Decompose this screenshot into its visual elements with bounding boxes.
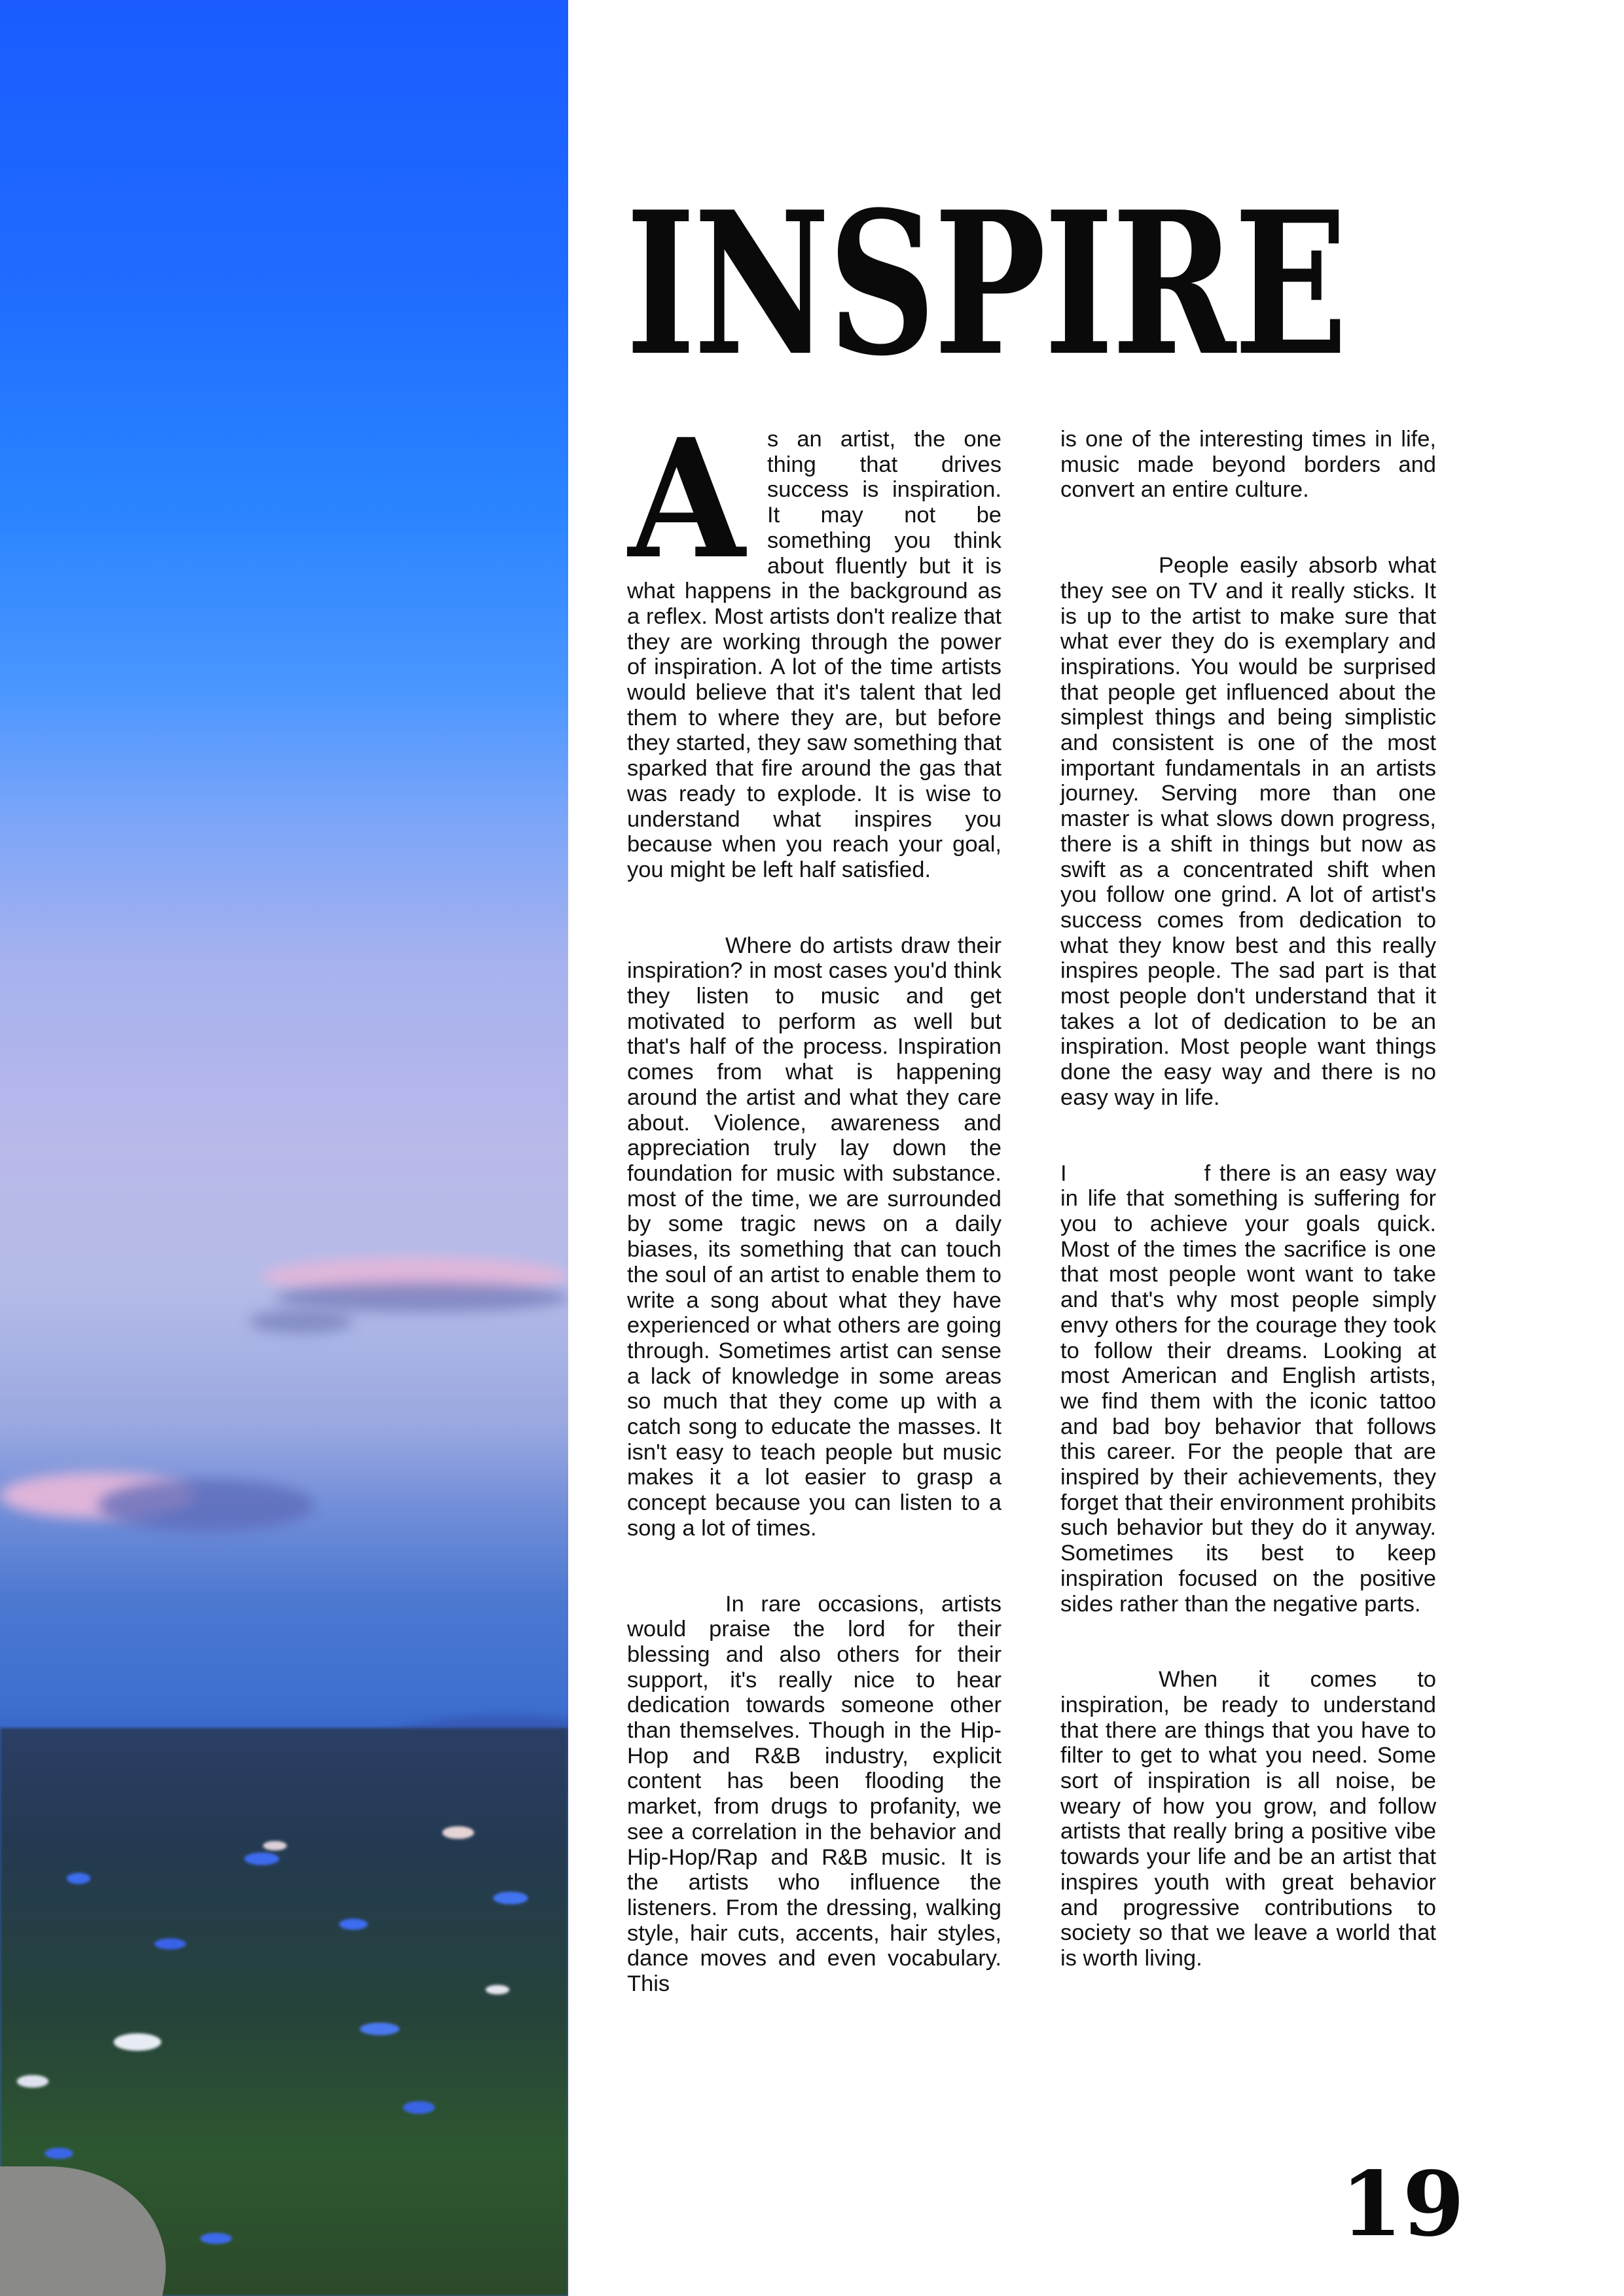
paragraph-text: is one of the interesting times in life, music made beyond borders and convert an entire culture.	[1060, 427, 1436, 503]
article-column-left	[627, 403, 1001, 2047]
article-paragraph	[1060, 427, 1436, 503]
paragraph-text: In rare occasions, artists would praise the lord for their blessing and also others for their support, it's really nice to hear dedication towards someone other than themselves. Though in the Hip-Hop and R&B industry, explicit content has been flooding the market, from drugs to profanity, we see a correlation in the behavior and Hip-Hop/Rap and R&B music. It is the artists who influence the listeners. From the dressing, walking style, hair cuts, accents, hair styles, dance moves and even vocabulary. This	[627, 1591, 1001, 1997]
page-title: INSPIRE	[626, 168, 1346, 399]
paragraph-text: People easily absorb what they see on TV and it really sticks. It is up to the artist to make sure that what ever they do is exemplary and inspirations. You would be surprised that people get influenced about the simplest things and being simplistic and consistent is one of the most important fundamentals in an artists journey. Serving more than one master is what slows down progress, there is a shift in things but now as swift as a concentrated shift when you follow one grind. A lot of artist's success comes from dedication to what they know best and this really inspires people. The sad part is that most people don't understand that it takes a lot of dedication to be an inspiration. Most people want things done the easy way and there is no easy way in life.	[1060, 553, 1436, 1110]
paragraph-text: s an artist, the one thing that drives success is inspiration. It may not be something you think about fluently but it is what happens in the background as a reflex. Most artists don't realize that they are working through the power of inspiration. A lot of the time artists would believe that it's talent that led them to where they are, but before they started, they saw something that sparked that fire around the gas that was ready to explode. It is wise to understand what inspires you because when you reach your goal, you might be left half satisfied.	[627, 427, 1001, 882]
cloud-shadow	[98, 1479, 314, 1532]
cloud-shadow	[249, 1309, 353, 1334]
article-column-right	[1060, 427, 1436, 2022]
article-paragraph	[1060, 553, 1436, 1110]
paragraph-text: f there is an easy way in life that something is suffering for you to achieve your goals quick. Most of the times the sacrifice is one that most people wont want to take and that's why most people simply envy others for the courage they took to follow their dreams. Looking at most American and English artists, we find them with the iconic tattoo and bad boy behavior that follows this career. For the people that are inspired by their achievements, they forget that their environment prohibits such behavior but they do it anyway. Sometimes its best to keep inspiration focused on the positive sides rather than the negative parts.	[1060, 1160, 1436, 1617]
article-paragraph	[627, 1592, 1001, 1997]
article-paragraph	[627, 403, 1001, 883]
article-paragraph	[1060, 1161, 1436, 1617]
paragraph-text: When it comes to inspiration, be ready to understand that there are things that you have to filter to get to what you need. Some sort of inspiration is all noise, be weary of how you grow, and follow artists that really bring a positive vibe towards your life and be an artist that inspires youth with great behavior and progressive contributions to society so that we leave a world that is worth living.	[1060, 1667, 1436, 1971]
page-number: 19	[1341, 2152, 1465, 2257]
drop-cap: A	[628, 403, 746, 595]
cloud-shadow	[275, 1283, 568, 1312]
paragraph-lead-letter: I	[1060, 1160, 1067, 1186]
paragraph-text: Where do artists draw their inspiration? in most cases you'd think they listen to music and get motivated to perform as well but that's half of the process. Inspiration comes from what is happening around the artist and what they care about. Violence, awareness and appreciation truly lay down the foundation for music with substance. most of the time, we are surrounded by some tragic news on a daily biases, its something that can touch the soul of an artist to enable them to write a song about what they have experienced or what others are going through. Sometimes artist can sense a lack of knowledge in some areas so much that they come up with a catch song to educate the masses. It isn't easy to teach people but music makes it a lot easier to grasp a concept because you can listen to a song a lot of times.	[627, 933, 1001, 1541]
hillside-town-photo	[0, 0, 568, 2296]
article-paragraph	[627, 933, 1001, 1541]
article-paragraph	[1060, 1667, 1436, 1971]
